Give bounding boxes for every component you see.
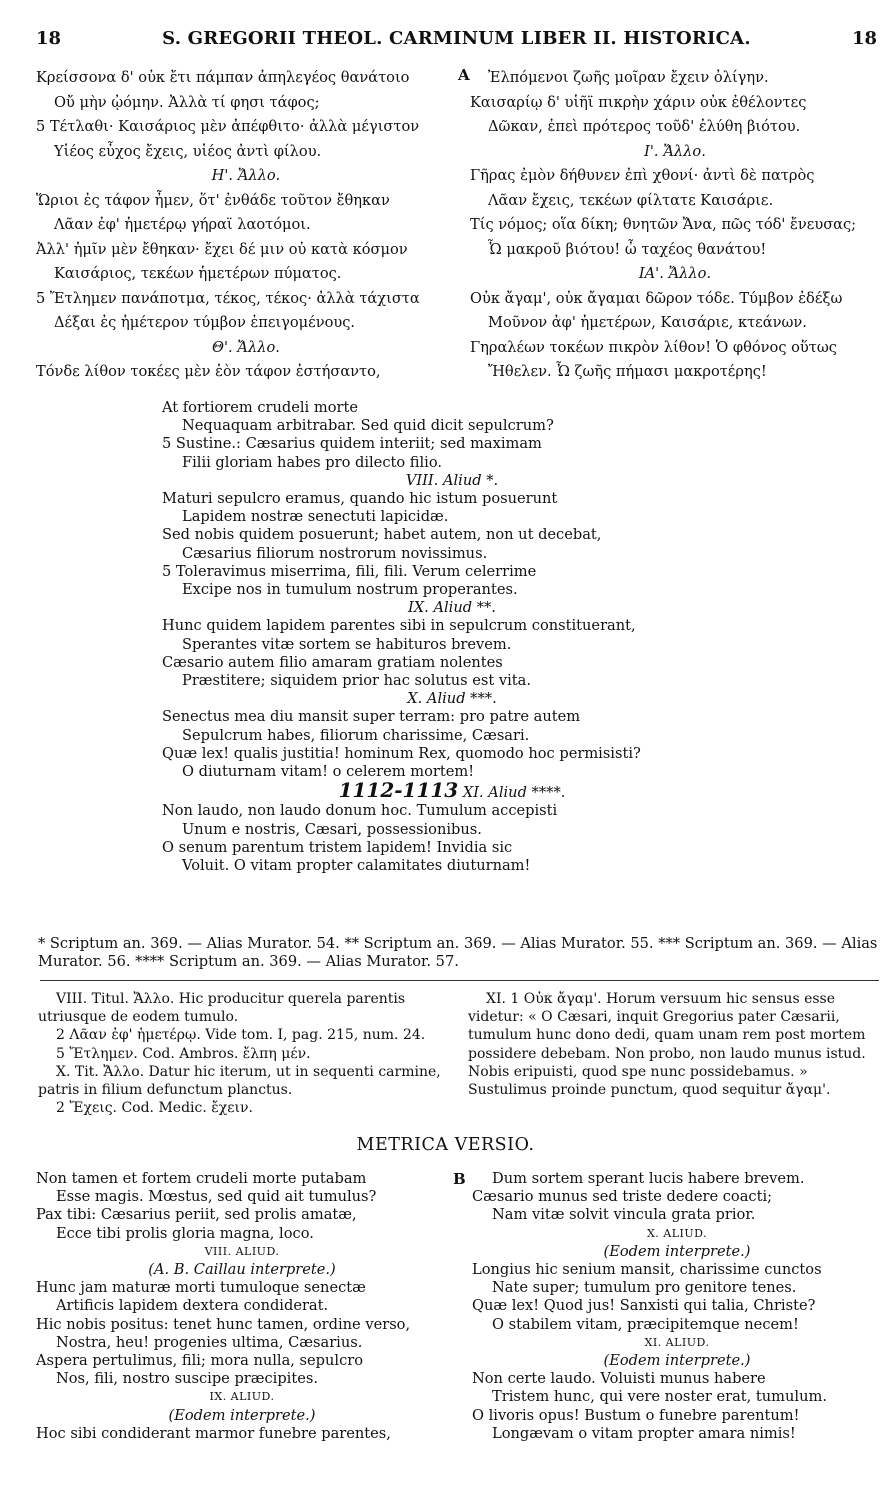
notes-divider [40, 980, 879, 981]
section-heading: ΙΑ'. Ἄλλο. [638, 265, 712, 282]
verse-line: O senum parentum tristem lapidem! Invidia sic [162, 838, 513, 856]
note-paragraph: X. Tit. Ἄλλο. Datur hic iterum, ut in sequenti carmine, patris in filium defunctum planctus. [38, 1063, 441, 1099]
verse-line: 5 Τέτλαθι· Καισάριος μὲν ἀπέφθιτο· ἀλλὰ μέγιστον [36, 118, 420, 135]
note-paragraph: 5 Ἔτλημεν. Cod. Ambros. ἔλπη μέν. [56, 1045, 311, 1062]
interpreter-credit: (Eodem interprete.) [603, 1352, 751, 1370]
column-marker-a: A [458, 66, 470, 84]
verse-line: 5 Toleravimus miserrima, fili, fili. Verum celerrime [162, 562, 537, 580]
verse-line: Τόνδε λίθον τοκέες μὲν ἑὸν τάφον ἐστήσαντο, [36, 363, 381, 380]
verse-line: Senectus mea diu mansit super terram: pro patre autem [162, 708, 581, 726]
verse-line-indented: Lapidem nostræ senectuti lapicidæ. [182, 508, 449, 526]
verse-line-indented: Excipe nos in tumulum nostrum properantes. [182, 581, 518, 599]
note-paragraph: XI. 1 Οὐκ ἄγαμ'. Horum versuum hic sensus esse videtur: « O Cæsari, inquit Gregorius pater Cæsarii, tumulum hunc dono dedi, quam unam rem post mortem possidere debebam. Non probo, non laudo munus istud. Nobis eripuisti, quod spe nunc possidebamus. » Sustulimus proinde punctum, quod sequitur ἄγαμ'. [468, 991, 866, 1099]
verse-line-indented: Nostra, heu! progenies ultima, Cæsarius. [56, 1333, 363, 1351]
metrica-versio-left-column [36, 1170, 448, 1443]
verse-line: Τίς νόμος; οἵα δίκη; θνητῶν Ἄνα, πῶς τόδ' ἔνευσας; [470, 216, 857, 233]
running-title: S. GREGORII THEOL. CARMINUM LIBER II. HISTORICA. [162, 28, 751, 49]
verse-line-indented: Tristem hunc, qui vere noster erat, tumulum. [492, 1388, 827, 1406]
verse-line-indented: Esse magis. Mœstus, sed quid ait tumulus? [56, 1188, 377, 1206]
verse-line: Κρείσσονα δ' οὐκ ἔτι πάμπαν ἀπηλεγέος θανάτοιο [36, 69, 410, 86]
verse-line-indented: Nate super; tumulum pro genitore tenes. [492, 1279, 797, 1297]
verse-line: Cæsario munus sed triste dedere coacti; [472, 1188, 773, 1206]
verse-line-indented: Sepulcrum habes, filiorum charissime, Cæsari. [182, 726, 530, 744]
verse-line-indented: Sperantes vitæ sortem se habituros brevem. [182, 635, 512, 653]
verse-line: Aspera pertulimus, fili; mora nulla, sepulcro [36, 1352, 364, 1370]
verse-line: Non laudo, non laudo donum hoc. Tumulum accepisti [162, 802, 558, 820]
verse-line: Cæsario autem filio amaram gratiam nolentes [162, 653, 503, 671]
section-heading: X. Aliud ***. [407, 690, 497, 708]
verse-line: Hunc quidem lapidem parentes sibi in sepulcrum constituerant, [162, 617, 636, 635]
verse-line: Hoc sibi condiderant marmor funebre parentes, [36, 1424, 391, 1442]
verse-line: Non tamen et fortem crudeli morte putabam [36, 1170, 367, 1187]
section-heading: IX. ALIUD. [209, 1390, 275, 1404]
verse-line-indented: Longævam o vitam propter amara nimis! [492, 1424, 796, 1442]
verse-line-indented: Μοῦνον ἀφ' ἡμετέρων, Καισάριε, κτεάνων. [488, 314, 807, 331]
verse-line-indented: Nos, fili, nostro suscipe præcipites. [56, 1370, 318, 1388]
section-heading: IX. Aliud **. [408, 599, 496, 617]
verse-line-indented: Cæsarius filiorum nostrorum novissimus. [182, 544, 488, 562]
verse-line-indented: Artificis lapidem dextera condiderat. [56, 1297, 329, 1315]
section-heading: Θ'. Ἄλλο. [212, 338, 280, 356]
verse-line-indented: O diuturnam vitam! o celerem mortem! [182, 763, 475, 781]
verse-line-indented: Δῶκαν, ἐπεὶ πρότερος τοῦδ' ἐλύθη βιότου. [488, 118, 801, 135]
verse-line-indented: Ecce tibi prolis gloria magna, loco. [56, 1224, 314, 1242]
note-paragraph: 2 Λᾶαν ἐφ' ἡμετέρῳ. Vide tom. I, pag. 215, num. 24. [56, 1027, 426, 1044]
section-heading: X. ALIUD. [646, 1226, 708, 1240]
verse-line: Ἀλλ' ἡμῖν μὲν ἔθηκαν· ἔχει δέ μιν οὐ κατὰ κόσμον [36, 240, 408, 258]
critical-notes-left [38, 990, 450, 1117]
section-heading: XI. ALIUD. [644, 1335, 710, 1349]
verse-line: Καισαρίῳ δ' υἱῆϊ πικρὴν χάριν οὐκ ἐθέλοντες [470, 93, 807, 111]
interpreter-credit: (Eodem interprete.) [168, 1406, 316, 1424]
verse-line: Γηραλέων τοκέων πικρὸν λίθον! Ὁ φθόνος οὕτως [470, 338, 837, 356]
verse-line: Maturi sepulcro eramus, quando hic istum posuerunt [162, 490, 558, 508]
verse-line-indented: Λᾶαν ἐφ' ἡμετέρῳ γήραϊ λαοτόμοι. [54, 216, 311, 233]
verse-line-indented: Υἱέος εὖχος ἔχεις, υἱέος ἀντὶ φίλου. [54, 142, 322, 160]
note-paragraph: VIII. Titul. Ἄλλο. Hic producitur querela parentis utriusque de eodem tumulo. [38, 991, 406, 1026]
page-number-right: 18 [851, 28, 877, 49]
verse-line-indented: O stabilem vitam, præcipitemque necem! [492, 1315, 799, 1333]
section-heading: Ι'. Ἄλλο. [644, 142, 706, 160]
column-marker-b: B [453, 1170, 466, 1188]
metrica-versio-right-column [472, 1170, 882, 1443]
verse-line: Γῆρας ἐμὸν δήθυνεν ἐπὶ χθονί· ἀντὶ δὲ πατρὸς [470, 167, 815, 184]
critical-notes-right [468, 990, 882, 1099]
verse-line: 5 Ἔτλημεν πανάποτμα, τέκος, τέκος· ἀλλὰ τάχιστα [36, 289, 420, 307]
interpreter-credit: (A. B. Caillau interprete.) [148, 1261, 336, 1279]
verse-line-indented: Δέξαι ἐς ἡμέτερον τύμβον ἐπειγομένους. [54, 314, 356, 331]
verse-line: Pax tibi: Cæsarius periit, sed prolis amatæ, [36, 1206, 357, 1224]
section-heading: VIII. ALIUD. [204, 1244, 280, 1258]
latin-translation [162, 399, 742, 875]
verse-line-indented: Ἐλπόμενοι ζωῆς μοῖραν ἔχειν ὀλίγην. [488, 69, 769, 86]
section-heading-label: XI. Aliud ****. [462, 784, 566, 802]
verse-line-indented: Οὔ μὴν ᾠόμην. Ἀλλὰ τί φησι τάφος; [54, 93, 320, 111]
verse-line-indented: Unum e nostris, Cæsari, possessionibus. [182, 820, 482, 838]
verse-line: Non certe laudo. Voluisti munus habere [472, 1370, 766, 1388]
greek-text-right-column [470, 66, 880, 385]
section-heading: Η'. Ἄλλο. [211, 167, 281, 184]
verse-line: Hic nobis positus: tenet hunc tamen, ordine verso, [36, 1315, 411, 1333]
metrica-versio-title: METRICA VERSIO. [356, 1135, 535, 1155]
verse-line-indented: Dum sortem sperant lucis habere brevem. [492, 1170, 805, 1187]
verse-line: Quæ lex! Quod jus! Sanxisti qui talia, Christe? [472, 1297, 816, 1315]
verse-line: 5 Sustine.: Cæsarius quidem interiit; sed maximam [162, 435, 542, 453]
verse-line: Sed nobis quidem posuerunt; habet autem, non ut decebat, [162, 526, 602, 544]
verse-line-indented: Voluit. O vitam propter calamitates diuturnam! [182, 857, 531, 875]
footnotes: * Scriptum an. 369. — Alias Murator. 54. ** Scriptum an. 369. — Alias Murator. 55. *** Scriptum an. 369. — Alias Murator. 56. **** Scriptum an. 369. — Alias Murator. 57. [38, 935, 878, 970]
verse-line-indented: Λᾶαν ἔχεις, τεκέων φίλτατε Καισάριε. [488, 191, 774, 209]
verse-line-indented: Nequaquam arbitrabar. Sed quid dicit sepulcrum? [182, 417, 554, 435]
verse-line-indented: Præstitere; siquidem prior hac solutus est vita. [182, 672, 532, 690]
note-paragraph: 2 Ἔχεις. Cod. Medic. ἔχειν. [56, 1100, 253, 1117]
verse-line: Ὥριοι ἐς τάφον ἦμεν, ὅτ' ἐνθάδε τοῦτον ἔθηκαν [36, 191, 390, 209]
verse-line: O livoris opus! Bustum o funebre parentum! [472, 1406, 800, 1424]
section-heading: VIII. Aliud *. [405, 471, 499, 489]
verse-line-indented: Καισάριος, τεκέων ἡμετέρων πύματος. [54, 265, 342, 282]
verse-line-indented: Ὦ μακροῦ βιότου! ὦ ταχέος θανάτου! [488, 240, 767, 258]
verse-line-indented: Nam vitæ solvit vincula grata prior. [492, 1206, 756, 1224]
column-number: 1112-1113 [338, 778, 459, 803]
verse-line: Οὐκ ἄγαμ', οὐκ ἄγαμαι δῶρον τόδε. Τύμβον ἐδέξω [470, 289, 843, 307]
section-heading [162, 778, 742, 803]
verse-line-indented: Filii gloriam habes pro dilecto filio. [182, 453, 443, 471]
interpreter-credit: (Eodem interprete.) [603, 1242, 751, 1260]
page-number-left: 18 [36, 28, 62, 49]
verse-line: Hunc jam maturæ morti tumuloque senectæ [36, 1279, 366, 1297]
greek-text-left-column [36, 66, 456, 385]
running-header [36, 28, 877, 58]
verse-line: At fortiorem crudeli morte [162, 399, 358, 416]
verse-line-indented: Ἤθελεν. Ὦ ζωῆς πήμασι μακροτέρης! [488, 363, 767, 380]
verse-line: Longius hic senium mansit, charissime cunctos [472, 1261, 822, 1279]
verse-line: Quæ lex! qualis justitia! hominum Rex, quomodo hoc permisisti? [162, 744, 641, 762]
